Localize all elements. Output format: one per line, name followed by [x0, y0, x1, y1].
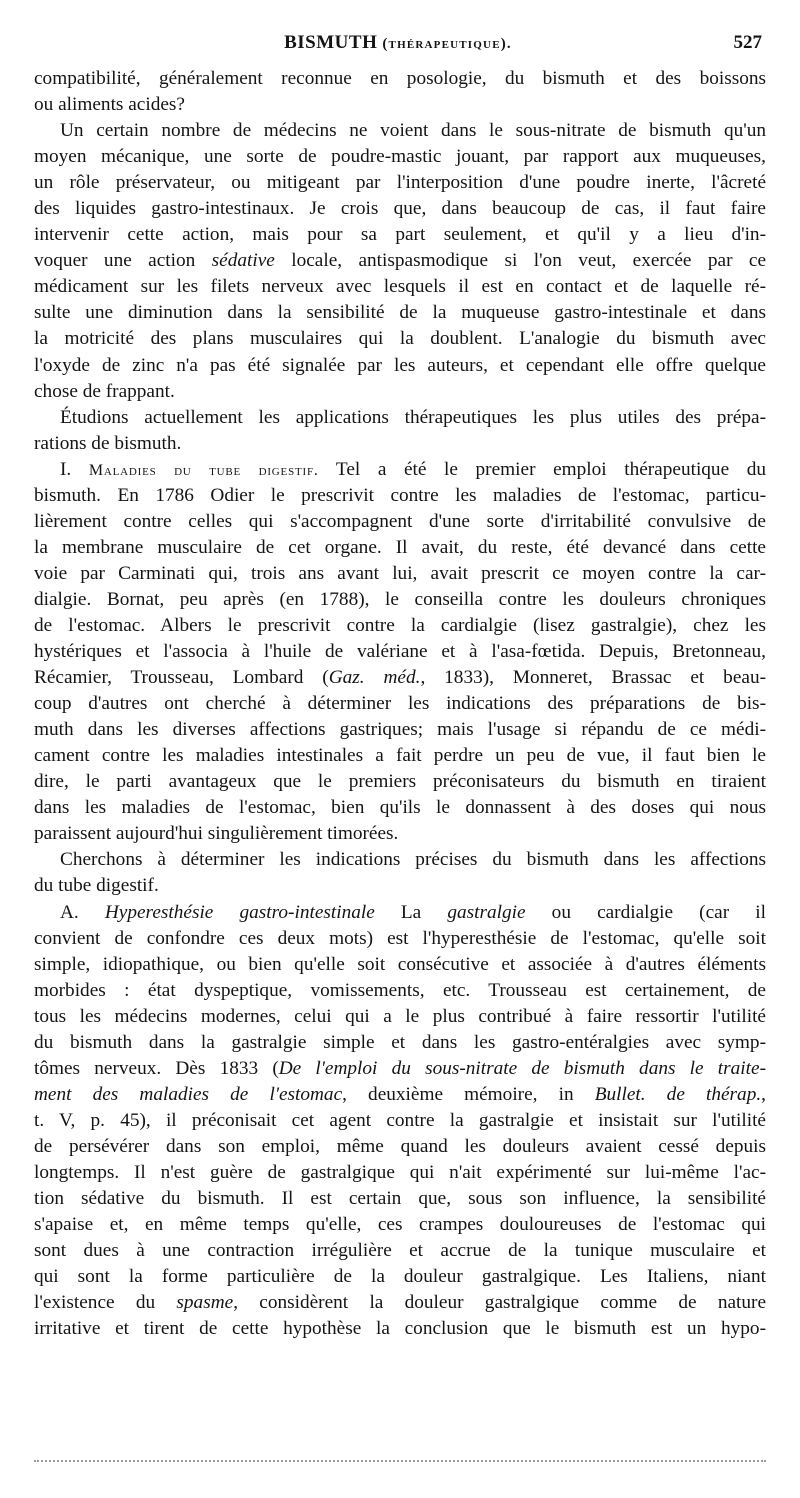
- text-line: tous les médecins modernes, celui qui a le plus contribué à faire ressortir l'utilité: [34, 1005, 766, 1027]
- text-line: Cherchons à déterminer les indications précises du bismuth dans les affections: [60, 849, 766, 871]
- text-line: paraissent aujourd'hui singulièrement timorées.: [34, 823, 399, 845]
- italic-citation: De l'emploi du sous-nitrate de bismuth dans le traite-: [278, 1057, 766, 1079]
- text-run: La: [374, 901, 448, 923]
- running-title-main: BISMUTH: [284, 32, 378, 53]
- text-line: de persévérer dans son emploi, même quand les douleurs avaient cessé depuis: [34, 1135, 766, 1157]
- text-line: médicament sur les filets nerveux avec lesquels il est en contact et de laquelle ré-: [34, 276, 766, 298]
- text-line: intervenir cette action, mais pour sa part seulement, et qu'il y a lieu d'in-: [34, 224, 766, 246]
- text-line: s'apaise et, en même temps qu'elle, ces crampes douloureuses de l'estomac qui: [34, 1214, 766, 1236]
- text-line: t. V, p. 45), il préconisait cet agent contre la gastralgie et insistait sur l'utilité: [34, 1109, 766, 1131]
- text-run: tômes nerveux. Dès 1833 (: [34, 1057, 279, 1079]
- paragraph-1: [34, 66, 766, 118]
- text-line: sont dues à une contraction irrégulière et accrue de la tunique musculaire et: [34, 1240, 766, 1262]
- subsection-heading: Hyperesthésie gastro-intestinale: [104, 901, 375, 923]
- text-line: la motricité des plans musculaires qui la doublent. L'analogie du bismuth avec: [34, 328, 766, 350]
- paragraph-2: [34, 118, 766, 405]
- text-run: Tel a été le premier emploi thérapeutique du: [318, 458, 766, 480]
- text-line: morbides : état dyspeptique, vomissements, etc. Trousseau est certainement, de: [34, 979, 766, 1001]
- text-line: l'oxyde de zinc n'a pas été signalée par les auteurs, et cependant elle offre quelque: [34, 354, 766, 376]
- text-line: [34, 248, 766, 274]
- text-line: moyen mécanique, une sorte de poudre-mastic jouant, par rapport aux muqueuses,: [34, 146, 766, 168]
- text-line: rations de bismuth.: [34, 432, 182, 454]
- italic-term: sédative: [211, 250, 275, 272]
- text-run: , considèrent la douleur gastralgique comme de nature: [233, 1292, 767, 1314]
- text-line: chose de frappant.: [34, 380, 175, 402]
- text-line: coup d'autres ont cherché à déterminer les indications des préparations de bis-: [34, 693, 766, 715]
- section-number: I.: [60, 458, 89, 480]
- text-line: simple, idiopathique, ou bien qu'elle soit consécutive et associée à d'autres éléments: [34, 953, 766, 975]
- text-line: ou aliments acides?: [34, 94, 185, 116]
- body-text: [34, 66, 766, 1342]
- text-line: bismuth. En 1786 Odier le prescrivit contre les maladies de l'estomac, particu-: [34, 484, 766, 506]
- text-line: [34, 900, 766, 926]
- text-line: irritative et tirent de cette hypothèse la conclusion que le bismuth est un hypo-: [34, 1318, 766, 1340]
- text-run: , 1833), Monneret, Brassac et beau-: [420, 667, 767, 689]
- running-title-subtitle: (thérapeutique).: [382, 36, 512, 52]
- text-line: [34, 1290, 766, 1316]
- text-line: Étudions actuellement les applications thérapeutiques les plus utiles des prépa-: [60, 406, 766, 428]
- paragraph-4: [34, 457, 766, 848]
- text-line: de l'estomac. Albers le prescrivit contre la cardialgie (lisez gastralgie), chez les: [34, 614, 766, 636]
- text-line: Un certain nombre de médecins ne voient dans le sous-nitrate de bismuth qu'un: [60, 120, 766, 142]
- italic-citation: ment des maladies de l'estomac: [34, 1083, 343, 1105]
- text-line: [34, 665, 766, 691]
- text-line: sulte une diminution dans la sensibilité de la muqueuse gastro-intestinale et dans: [34, 302, 766, 324]
- text-line: cament contre les maladies intestinales a fait perdre un peu de vue, il faut bien le: [34, 745, 766, 767]
- section-heading: Maladies du tube digestif.: [88, 461, 319, 479]
- text-line: compatibilité, généralement reconnue en posologie, du bismuth et des boissons: [34, 68, 766, 89]
- text-line: convient de confondre ces deux mots) est l'hyperesthésie de l'estomac, qu'elle soit: [34, 927, 766, 949]
- text-line: [34, 457, 766, 483]
- text-line: voie par Carminati qui, trois ans avant lui, avait prescrit ce moyen contre la car-: [34, 562, 766, 584]
- text-line: [34, 1082, 766, 1108]
- text-line: hystériques et l'associa à l'huile de valériane et à l'asa-fœtida. Depuis, Bretonneau,: [34, 641, 766, 663]
- text-run: locale, antispasmodique si l'on veut, exercée par ce: [274, 250, 766, 272]
- text-line: longtemps. Il n'est guère de gastralgique qui n'ait expérimenté sur lui-même l'ac-: [34, 1161, 766, 1183]
- text-line: tion sédative du bismuth. Il est certain que, sous son influence, la sensibilité: [34, 1188, 766, 1210]
- paragraph-5: [34, 847, 766, 899]
- text-line: lièrement contre celles qui s'accompagnent d'une sorte d'irritabilité convulsive de: [34, 510, 766, 532]
- text-run: ou cardialgie (car il: [525, 901, 766, 923]
- paragraph-3: [34, 405, 766, 457]
- italic-citation: Gaz. méd.: [328, 667, 421, 689]
- italic-term: gastralgie: [447, 901, 526, 923]
- page-header: [34, 32, 762, 58]
- text-run: voquer une action: [34, 250, 212, 272]
- text-line: qui sont la forme particulière de la douleur gastralgique. Les Italiens, niant: [34, 1266, 766, 1288]
- text-line: un rôle préservateur, ou mitigeant par l'interposition d'une poudre inerte, l'âcreté: [34, 172, 766, 194]
- text-line: dialgie. Bornat, peu après (en 1788), le conseilla contre les douleurs chroniques: [34, 588, 766, 610]
- italic-term: spasme: [176, 1292, 234, 1314]
- text-run: Récamier, Trousseau, Lombard (: [34, 667, 329, 689]
- text-line: du tube digestif.: [34, 875, 159, 897]
- text-line: du bismuth dans la gastralgie simple et dans les gastro-entéralgies avec symp-: [34, 1031, 766, 1053]
- bottom-rule: [34, 1460, 766, 1462]
- subsection-letter: A.: [60, 901, 105, 923]
- italic-citation: Bullet. de thérap.: [594, 1083, 762, 1105]
- text-run: ,: [761, 1083, 766, 1105]
- text-line: muth dans les diverses affections gastriques; mais l'usage si répandu de ce médi-: [34, 719, 766, 741]
- text-line: dire, le parti avantageux que le premiers préconisateurs du bismuth en tiraient: [34, 771, 766, 793]
- running-title: [34, 32, 762, 54]
- text-line: [34, 1056, 766, 1082]
- text-line: des liquides gastro-intestinaux. Je crois que, dans beaucoup de cas, il faut faire: [34, 198, 766, 220]
- page-number: 527: [733, 32, 762, 53]
- paragraph-6: [34, 900, 766, 1343]
- text-run: , deuxième mémoire, in: [342, 1083, 595, 1105]
- text-run: l'existence du: [34, 1292, 177, 1314]
- text-line: la membrane musculaire de cet organe. Il avait, du reste, été devancé dans cette: [34, 536, 766, 558]
- text-line: dans les maladies de l'estomac, bien qu'ils le donnassent à des doses qui nous: [34, 797, 766, 819]
